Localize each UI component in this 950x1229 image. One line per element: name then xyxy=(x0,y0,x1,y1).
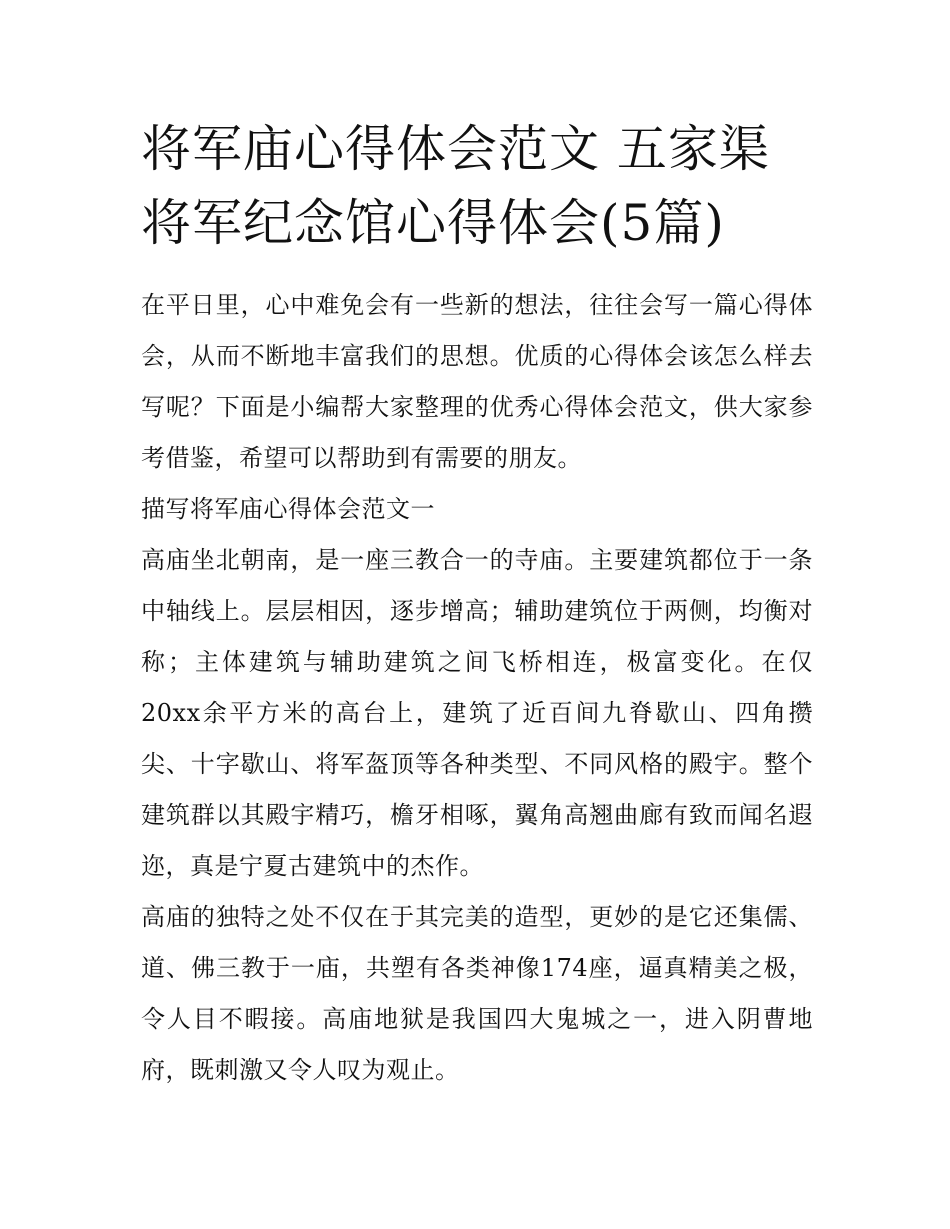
intro-paragraph: 在平日里，心中难免会有一些新的想法，往往会写一篇心得体会，从而不断地丰富我们的思想。优质的心得体会该怎么样去写呢？下面是小编帮大家整理的优秀心得体会范文，供大家参考借鉴，希望可以帮助到有需要的朋友。 xyxy=(141,291,813,472)
section-heading: 描写将军庙心得体会范文一 xyxy=(141,495,435,523)
body-paragraph-1: 高庙坐北朝南，是一座三教合一的寺庙。主要建筑都位于一条中轴线上。层层相因，逐步增高；辅助建筑位于两侧，均衡对称；主体建筑与辅助建筑之间飞桥相连，极富变化。在仅20xx余平方米的高台上，建筑了近百间九脊歇山、四角攒尖、十字歇山、将军盔顶等各种类型、不同风格的殿宇。整个建筑群以其殿宇精巧，檐牙相啄，翼角高翘曲廊有致而闻名遐迩，真是宁夏古建筑中的杰作。 xyxy=(141,546,813,880)
document-content xyxy=(141,112,813,1096)
document-title: 将军庙心得体会范文 五家渠将军纪念馆心得体会(5篇) xyxy=(141,120,770,252)
body-paragraph-2: 高庙的独特之处不仅在于其完美的造型，更妙的是它还集儒、道、佛三教于一庙，共塑有各类神像174座，逼真精美之极，令人目不暇接。高庙地狱是我国四大鬼城之一，进入阴曹地府，既刺激又令人叹为观止。 xyxy=(141,903,813,1084)
